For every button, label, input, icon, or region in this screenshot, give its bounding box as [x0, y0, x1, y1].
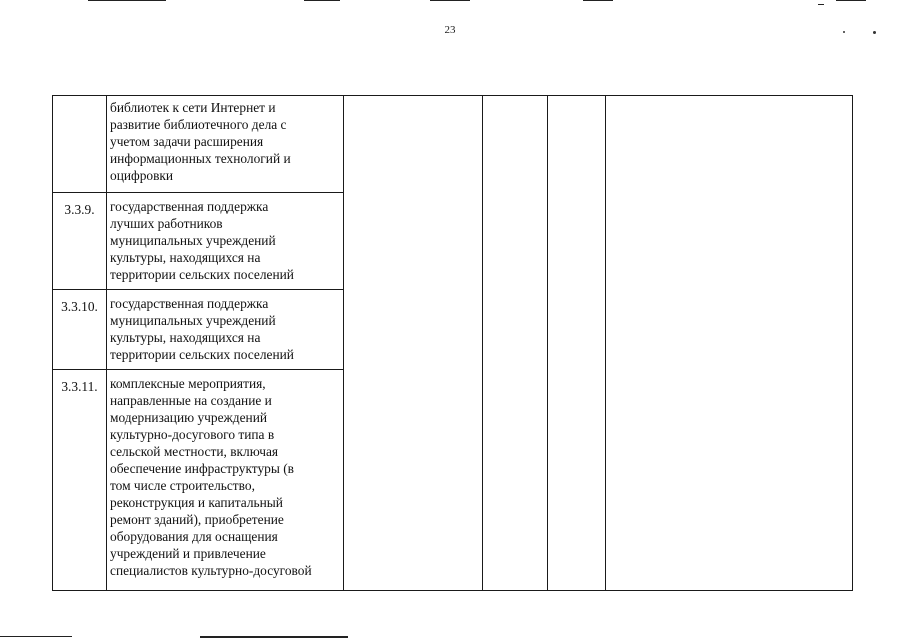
scan-speck — [873, 31, 876, 34]
scan-speck — [843, 31, 845, 33]
scan-artifact-line — [88, 0, 166, 1]
row-number-cell: 3.3.10. — [53, 290, 107, 370]
row-text-cell: государственная поддержка лучших работников муниципальных учреждений культуры, находящихся на территории сельских поселений — [107, 193, 344, 290]
scan-artifact-line — [0, 636, 72, 637]
page-number: 23 — [444, 24, 456, 36]
scan-artifact-line — [304, 0, 340, 1]
empty-column-cell — [344, 96, 483, 591]
scan-artifact-line — [583, 0, 613, 1]
table-row — [53, 96, 853, 193]
empty-column-cell — [606, 96, 853, 591]
scan-artifact-line — [200, 636, 348, 638]
row-number-cell: 3.3.11. — [53, 370, 107, 591]
row-number-cell: 3.3.9. — [53, 193, 107, 290]
row-text-cell: библиотек к сети Интернет и развитие библиотечного дела с учетом задачи расширения информационных технологий и оцифровки — [107, 96, 344, 193]
row-number-cell — [53, 96, 107, 193]
scan-artifact-line — [430, 0, 470, 1]
document-table — [52, 95, 853, 591]
row-text-cell: государственная поддержка муниципальных учреждений культуры, находящихся на территории сельских поселений — [107, 290, 344, 370]
empty-column-cell — [483, 96, 548, 591]
scan-artifact-line — [818, 4, 824, 5]
scan-artifact-line — [836, 0, 866, 1]
empty-column-cell — [548, 96, 606, 591]
row-text-cell: комплексные мероприятия, направленные на создание и модернизацию учреждений культурно-досугового типа в сельской местности, включая обеспечение инфраструктуры (в том числе строительство, реконструкция и капитальный ремонт зданий), приобретение оборудования для оснащения учреждений и привлечение специалистов культурно-досуговой — [107, 370, 344, 591]
